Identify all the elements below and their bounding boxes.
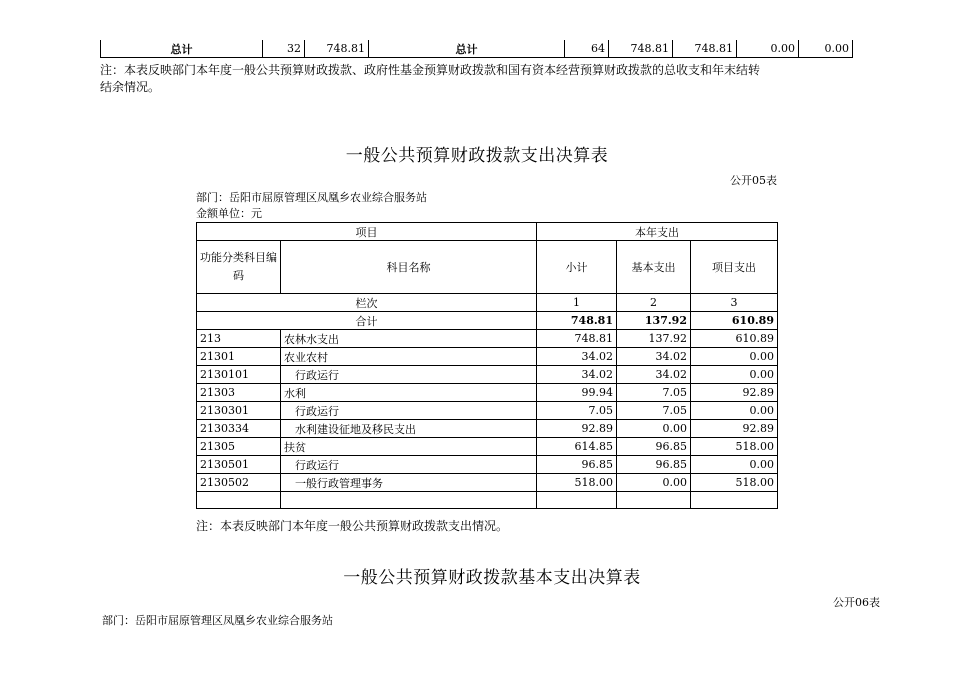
note-line: 结余情况。 [100,80,161,94]
row-project: 0.00 [691,456,778,474]
column-index: 1 [537,294,617,312]
header-subtotal: 小计 [537,241,617,294]
form-number: 公开05表 [730,174,777,187]
table-row [197,420,778,438]
row-name: 行政运行 [281,402,537,420]
row-code: 2130301 [197,402,281,420]
column-index-row [197,294,778,312]
table-row [197,474,778,492]
table-cell: 0.00 [799,40,853,58]
row-subtotal: 7.05 [537,402,617,420]
row-basic: 96.85 [617,438,691,456]
row-name: 农业农村 [281,348,537,366]
table-row [197,438,778,456]
department-label: 部门：岳阳市屈原管理区凤凰乡农业综合服务站 [102,614,333,627]
total-label: 合计 [197,312,537,330]
row-project: 92.89 [691,420,778,438]
header-project: 项目支出 [691,241,778,294]
income-expense-total-table [100,40,853,58]
expenditure-table [196,222,778,509]
row-code: 2130334 [197,420,281,438]
table-cell: 64 [565,40,609,58]
table-row [101,40,853,58]
row-project: 92.89 [691,384,778,402]
row-basic: 0.00 [617,474,691,492]
blank-cell [537,492,617,509]
row-project: 610.89 [691,330,778,348]
row-code: 2130101 [197,366,281,384]
total-subtotal: 748.81 [537,312,617,330]
row-subtotal: 748.81 [537,330,617,348]
department-label: 部门：岳阳市屈原管理区凤凰乡农业综合服务站 [196,191,427,204]
table-row [197,348,778,366]
row-name: 农林水支出 [281,330,537,348]
column-index-label: 栏次 [197,294,537,312]
row-name: 水利 [281,384,537,402]
section-title: 一般公共预算财政拨款基本支出决算表 [343,568,641,588]
total-label: 总计 [369,40,565,58]
row-basic: 96.85 [617,456,691,474]
row-basic: 137.92 [617,330,691,348]
table-cell: 748.81 [609,40,673,58]
table-row [197,456,778,474]
form-number: 公开06表 [833,596,880,609]
table-note: 注：本表反映部门本年度一般公共预算财政拨款支出情况。 [196,519,509,533]
row-basic: 34.02 [617,366,691,384]
row-subtotal: 34.02 [537,348,617,366]
row-project: 0.00 [691,348,778,366]
blank-cell [281,492,537,509]
table-cell: 32 [263,40,305,58]
row-code: 21305 [197,438,281,456]
blank-cell [691,492,778,509]
row-subtotal: 34.02 [537,366,617,384]
row-code: 213 [197,330,281,348]
note-line: 注：本表反映部门本年度一般公共预算财政拨款、政府性基金预算财政拨款和国有资本经营预算财政拨款的总收支和年末结转 [100,63,761,77]
row-subtotal: 96.85 [537,456,617,474]
row-basic: 34.02 [617,348,691,366]
header-code: 功能分类科目编码 [197,241,281,294]
column-index: 3 [691,294,778,312]
row-code: 2130501 [197,456,281,474]
row-name: 水利建设征地及移民支出 [281,420,537,438]
header-name: 科目名称 [281,241,537,294]
row-name: 扶贫 [281,438,537,456]
blank-row [197,492,778,509]
total-label: 总计 [101,40,263,58]
total-basic: 137.92 [617,312,691,330]
row-code: 2130502 [197,474,281,492]
header-row [197,241,778,294]
column-index: 2 [617,294,691,312]
row-project: 0.00 [691,366,778,384]
table-row [197,384,778,402]
row-basic: 7.05 [617,384,691,402]
row-code: 21303 [197,384,281,402]
row-basic: 0.00 [617,420,691,438]
table-cell: 748.81 [305,40,369,58]
table-row [197,402,778,420]
row-project: 518.00 [691,474,778,492]
unit-label: 金额单位：元 [196,207,262,220]
row-name: 行政运行 [281,456,537,474]
blank-cell [197,492,281,509]
row-subtotal: 518.00 [537,474,617,492]
row-basic: 7.05 [617,402,691,420]
blank-cell [617,492,691,509]
total-project: 610.89 [691,312,778,330]
header-basic: 基本支出 [617,241,691,294]
row-project: 0.00 [691,402,778,420]
row-code: 21301 [197,348,281,366]
header-row [197,223,778,241]
row-subtotal: 92.89 [537,420,617,438]
row-project: 518.00 [691,438,778,456]
row-name: 行政运行 [281,366,537,384]
table-row [197,366,778,384]
table-cell: 0.00 [737,40,799,58]
table-row [197,330,778,348]
header-item: 项目 [197,223,537,241]
page-title: 一般公共预算财政拨款支出决算表 [345,146,609,166]
top-note [100,62,860,96]
row-subtotal: 614.85 [537,438,617,456]
table-cell: 748.81 [673,40,737,58]
row-subtotal: 99.94 [537,384,617,402]
header-current-year: 本年支出 [537,223,778,241]
row-name: 一般行政管理事务 [281,474,537,492]
total-row [197,312,778,330]
